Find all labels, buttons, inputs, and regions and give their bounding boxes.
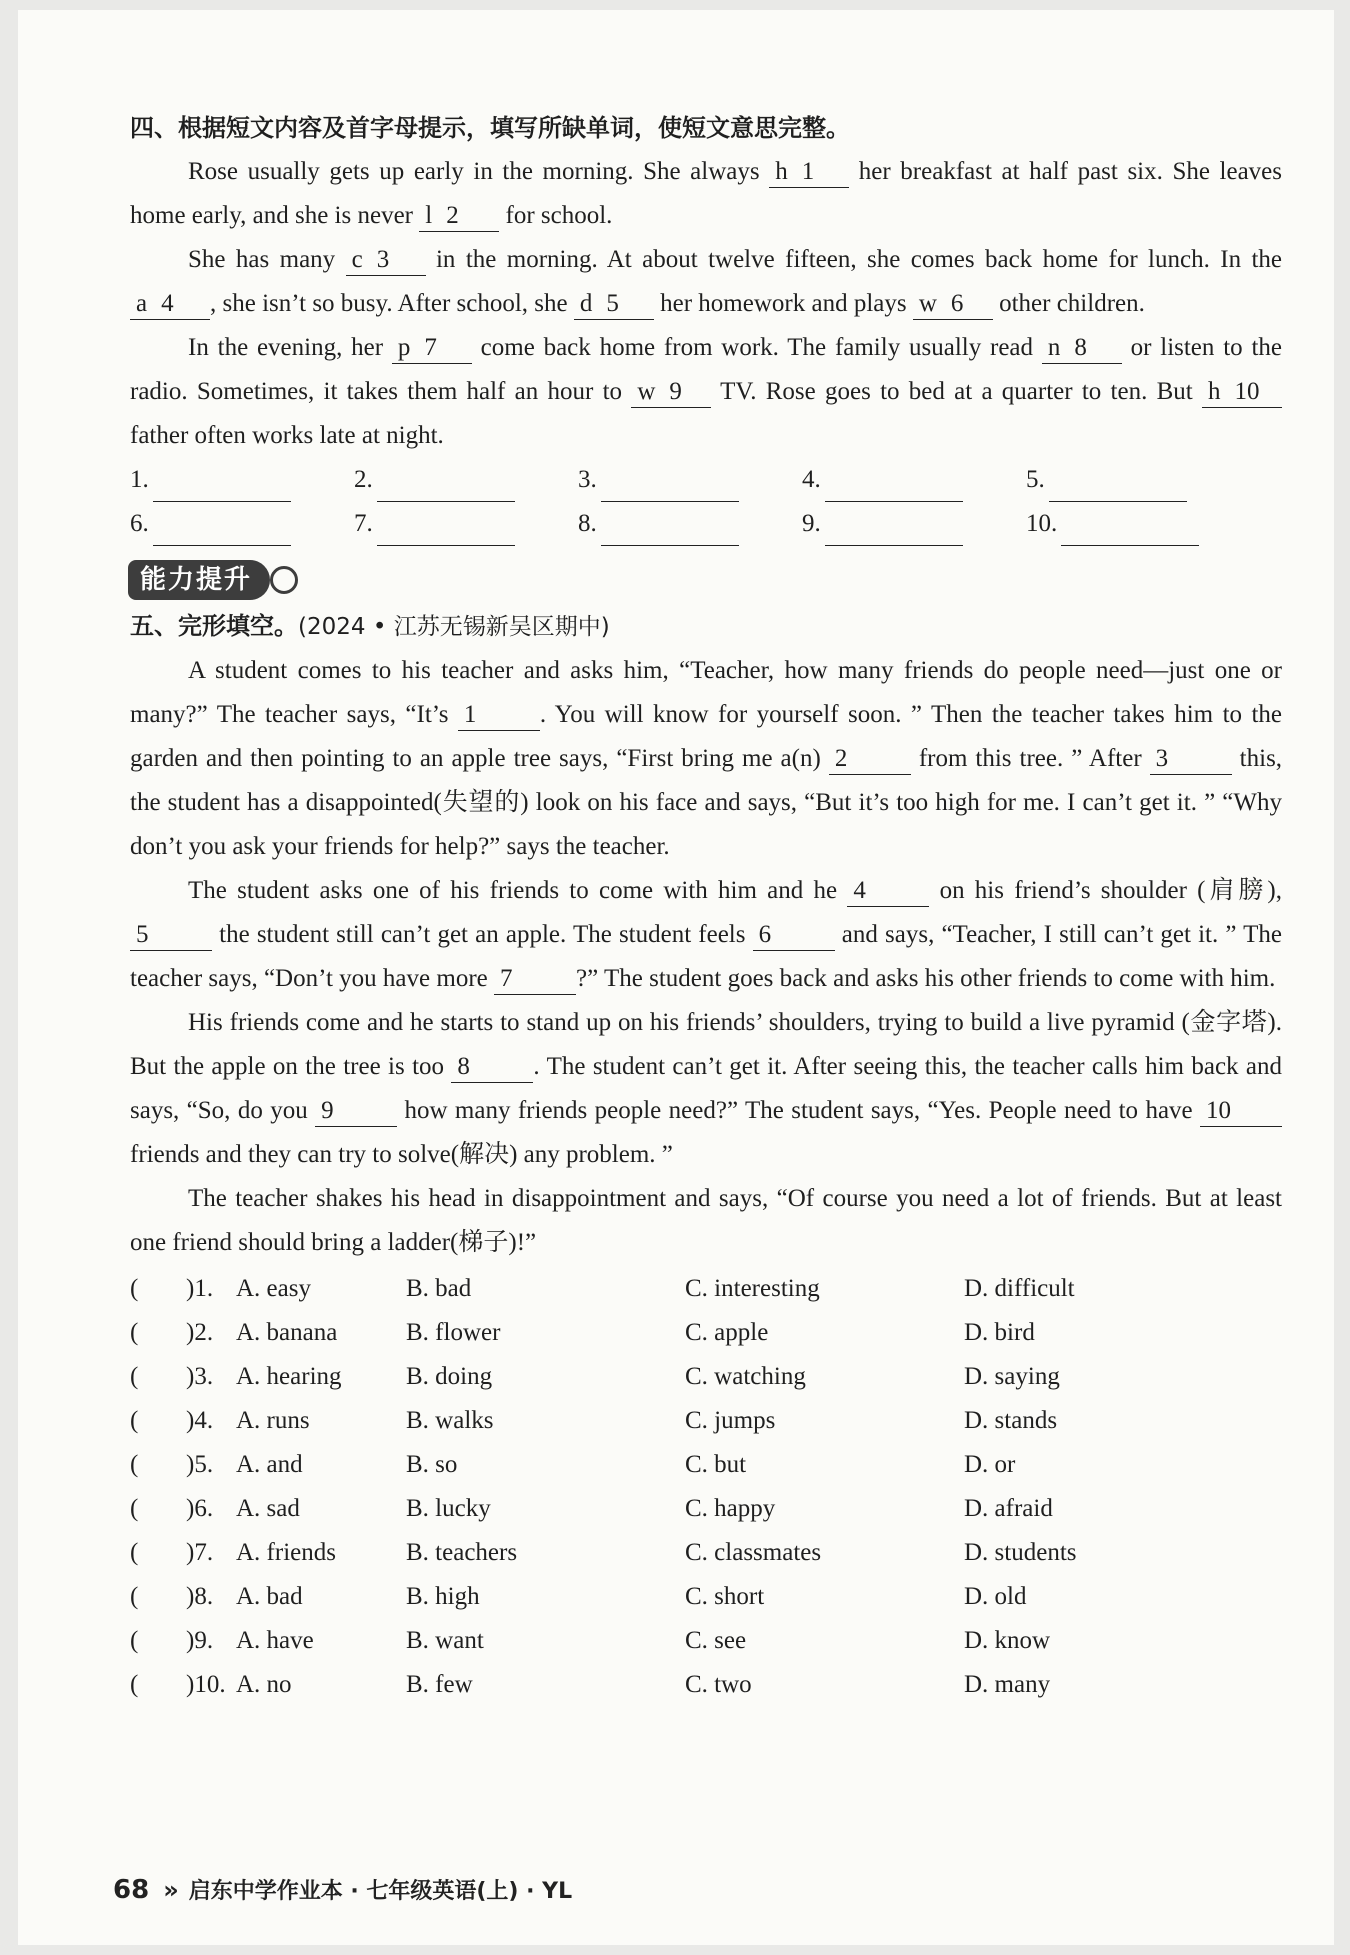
- option-row-1[interactable]: [130, 1267, 1282, 1311]
- answer-label: 1.: [130, 466, 149, 493]
- option-row-2[interactable]: [130, 1311, 1282, 1355]
- option-c[interactable]: C. two: [685, 1671, 752, 1698]
- option-d[interactable]: D. difficult: [964, 1275, 1075, 1302]
- option-row-4[interactable]: [130, 1399, 1282, 1443]
- answer-paren[interactable]: (: [130, 1583, 139, 1610]
- option-a[interactable]: A. and: [236, 1451, 303, 1478]
- answer-line-9[interactable]: [825, 515, 963, 546]
- option-row-9[interactable]: [130, 1619, 1282, 1663]
- cloze-blank-7[interactable]: 7: [494, 964, 576, 995]
- blank-number: 5: [606, 290, 619, 317]
- blank-3[interactable]: [346, 245, 426, 276]
- cloze-blank-1[interactable]: 1: [458, 700, 540, 731]
- option-b[interactable]: B. bad: [406, 1275, 472, 1302]
- option-b[interactable]: B. flower: [406, 1319, 501, 1346]
- option-c[interactable]: C. see: [685, 1627, 747, 1654]
- answer-item-5: [1026, 458, 1250, 502]
- option-row-7[interactable]: [130, 1531, 1282, 1575]
- answer-label: 6.: [130, 510, 149, 537]
- question-number: )6.: [186, 1495, 214, 1522]
- option-b[interactable]: B. lucky: [406, 1495, 491, 1522]
- blank-9[interactable]: [631, 377, 711, 408]
- answer-item-4: [802, 458, 1026, 502]
- answer-line-8[interactable]: [601, 515, 739, 546]
- text: the student still can’t get an apple. The student feels: [219, 921, 746, 948]
- cloze-blank-4[interactable]: 4: [847, 876, 929, 907]
- option-row-10[interactable]: [130, 1663, 1282, 1707]
- cloze-blank-6[interactable]: 6: [753, 920, 835, 951]
- text: The teacher shakes his head in disappointment and says, “Of course you need a lot of friends. But at least one friend should bring a ladder(梯子)!”: [130, 1185, 1282, 1256]
- blank-number: 10: [1234, 378, 1260, 405]
- text: this, the student has a disappointed(失望的) look on his face and says, “But it’s too high for me. I can’t get it. ” “Why don’t you ask your friends for help?” says the teacher.: [130, 745, 1283, 860]
- question-number: )7.: [186, 1539, 214, 1566]
- answer-paren[interactable]: (: [130, 1319, 139, 1346]
- text: from this tree. ” After: [918, 745, 1142, 772]
- answer-label: 9.: [802, 510, 821, 537]
- cloze-blank-2[interactable]: 2: [829, 744, 911, 775]
- text: come back home from work. The family usually read: [480, 334, 1034, 361]
- text: in the morning. At about twelve fifteen, she comes back home for lunch. In the: [435, 246, 1283, 273]
- answer-label: 3.: [578, 466, 597, 493]
- answer-item-6: [130, 502, 354, 546]
- answer-item-10: [1026, 502, 1250, 546]
- text: on his friend’s shoulder (肩膀),: [939, 877, 1282, 904]
- blank-number: 2: [446, 202, 459, 229]
- text: In the evening, her: [188, 334, 384, 361]
- option-c[interactable]: C. jumps: [685, 1407, 776, 1434]
- section5-paragraph-1: [130, 649, 1282, 869]
- answer-line-7[interactable]: [377, 515, 515, 546]
- badge-label: 能力提升: [140, 565, 253, 595]
- text: how many friends people need?” The student says, “Yes. People need to have: [404, 1097, 1193, 1124]
- blank-number: 9: [669, 378, 682, 405]
- blank-7[interactable]: [392, 333, 472, 364]
- answer-item-7: [354, 502, 578, 546]
- option-b[interactable]: B. so: [406, 1451, 458, 1478]
- hint-letter: w: [637, 378, 656, 405]
- hint-letter: c: [351, 246, 363, 273]
- option-d[interactable]: D. know: [964, 1627, 1051, 1654]
- section5-heading: [130, 604, 1282, 649]
- text: friends and they can try to solve(解决) any problem. ”: [130, 1141, 673, 1168]
- option-row-3[interactable]: [130, 1355, 1282, 1399]
- hint-letter: h: [775, 158, 788, 185]
- answer-item-9: [802, 502, 1026, 546]
- question-number: )5.: [186, 1451, 214, 1478]
- section4-paragraph-2: [130, 238, 1282, 326]
- hint-letter: h: [1208, 378, 1221, 405]
- text: Rose usually gets up early in the morning. She always: [188, 158, 760, 185]
- section4-paragraph-3: [130, 326, 1282, 458]
- answer-paren[interactable]: (: [130, 1539, 139, 1566]
- text: , she isn’t so busy. After school, she: [210, 290, 568, 317]
- blank-8[interactable]: [1042, 333, 1122, 364]
- option-b[interactable]: B. teachers: [406, 1539, 518, 1566]
- answer-item-1: [130, 458, 354, 502]
- section5-source: (2024 • 江苏无锡新吴区期中): [298, 614, 610, 640]
- text: . The student can’t get it. After seeing this, the teacher calls him back and says, “So, do you: [130, 1053, 1283, 1124]
- question-number: )1.: [186, 1275, 214, 1302]
- blank-number: 4: [161, 290, 174, 317]
- text: The student asks one of his friends to come with him and he: [188, 877, 838, 904]
- lightbulb-icon: [270, 566, 298, 594]
- option-d[interactable]: D. students: [964, 1539, 1077, 1566]
- cloze-blank-5[interactable]: 5: [130, 920, 212, 951]
- section4-heading: 四、根据短文内容及首字母提示，填写所缺单词，使短文意思完整。: [130, 114, 850, 142]
- blank-number: 3: [376, 246, 390, 273]
- hint-letter: a: [136, 290, 148, 317]
- answer-item-8: [578, 502, 802, 546]
- question-number: )4.: [186, 1407, 214, 1434]
- cloze-blank-10[interactable]: 10: [1200, 1096, 1282, 1127]
- answer-item-2: [354, 458, 578, 502]
- text: other children.: [999, 290, 1145, 317]
- option-a[interactable]: A. banana: [236, 1319, 338, 1346]
- question-number: )2.: [186, 1319, 214, 1346]
- answer-label: 7.: [354, 510, 373, 537]
- answer-paren[interactable]: (: [130, 1627, 139, 1654]
- hint-letter: p: [397, 334, 411, 361]
- text: . You will know for yourself soon. ” Then the teacher takes him to the garden and then pointing to an apple tree says, “First bring me a(n): [130, 701, 1283, 772]
- option-b[interactable]: B. doing: [406, 1363, 493, 1390]
- blank-2[interactable]: [419, 201, 499, 232]
- section5-title: 五、完形填空。: [130, 612, 298, 640]
- answer-label: 8.: [578, 510, 597, 537]
- answer-line-4[interactable]: [825, 471, 963, 502]
- option-b[interactable]: B. want: [406, 1627, 484, 1654]
- answer-label: 10.: [1026, 510, 1058, 537]
- blank-10[interactable]: [1202, 377, 1282, 408]
- question-number: )9.: [186, 1627, 214, 1654]
- section5-paragraph-3: [130, 1001, 1282, 1177]
- option-a[interactable]: A. friends: [236, 1539, 336, 1566]
- answer-line-10[interactable]: [1061, 515, 1199, 546]
- book-title: 启东中学作业本 · 七年级英语(上) · YL: [188, 1879, 573, 1904]
- option-b[interactable]: B. few: [406, 1671, 473, 1698]
- section5-paragraph-4: [130, 1177, 1282, 1265]
- option-c[interactable]: C. interesting: [685, 1275, 820, 1302]
- worksheet-page: [18, 10, 1334, 1945]
- double-chevron-icon: »: [163, 1875, 179, 1904]
- blank-number: 8: [1074, 334, 1087, 361]
- option-a[interactable]: A. easy: [236, 1275, 311, 1302]
- answer-paren[interactable]: (: [130, 1495, 139, 1522]
- cloze-blank-8[interactable]: 8: [451, 1052, 533, 1083]
- answer-row-2: [130, 502, 1282, 546]
- answer-line-6[interactable]: [153, 515, 291, 546]
- answer-row-1: [130, 458, 1282, 502]
- blank-5[interactable]: [574, 289, 654, 320]
- option-a[interactable]: A. runs: [236, 1407, 310, 1434]
- option-d[interactable]: D. bird: [964, 1319, 1035, 1346]
- text: ?” The student goes back and asks his other friends to come with him.: [576, 965, 1276, 992]
- blank-number: 7: [424, 334, 437, 361]
- hint-letter: w: [918, 290, 937, 317]
- text: father often works late at night.: [130, 422, 444, 449]
- option-b[interactable]: B. walks: [406, 1407, 494, 1434]
- answer-paren[interactable]: (: [130, 1407, 139, 1434]
- option-row-6[interactable]: [130, 1487, 1282, 1531]
- text: TV. Rose goes to bed at a quarter to ten. But: [720, 378, 1193, 405]
- answer-line-3[interactable]: [601, 471, 739, 502]
- option-d[interactable]: D. or: [964, 1451, 1016, 1478]
- option-c[interactable]: C. watching: [685, 1363, 806, 1390]
- hint-letter: n: [1047, 334, 1061, 361]
- blank-1[interactable]: [769, 157, 849, 188]
- options-list: [130, 1267, 1282, 1707]
- text: her homework and plays: [660, 290, 907, 317]
- option-d[interactable]: D. old: [964, 1583, 1027, 1610]
- blank-6[interactable]: [913, 289, 993, 320]
- option-c[interactable]: C. happy: [685, 1495, 776, 1522]
- option-a[interactable]: A. sad: [236, 1495, 300, 1522]
- cloze-blank-9[interactable]: 9: [315, 1096, 397, 1127]
- option-d[interactable]: D. saying: [964, 1363, 1060, 1390]
- blank-number: 1: [801, 158, 815, 185]
- page-footer: [113, 1874, 572, 1905]
- text: A student comes to his teacher and asks him, “Teacher, how many friends do people need—just one or many?” The teacher says, “It’s: [130, 657, 1282, 728]
- answer-label: 4.: [802, 466, 821, 493]
- text: and says, “Teacher, I still can’t get it. ” The teacher says, “Don’t you have more: [130, 921, 1283, 992]
- text: her breakfast at half past six. She leaves home early, and she is never: [130, 158, 1283, 229]
- text: for school.: [505, 202, 613, 229]
- option-row-8[interactable]: [130, 1575, 1282, 1619]
- option-a[interactable]: A. no: [236, 1671, 292, 1698]
- option-row-5[interactable]: [130, 1443, 1282, 1487]
- blank-number: 6: [950, 290, 964, 317]
- question-number: )10.: [186, 1671, 226, 1698]
- option-c[interactable]: C. apple: [685, 1319, 769, 1346]
- text: or listen to the radio. Sometimes, it takes them half an hour to: [130, 334, 1282, 405]
- answer-label: 2.: [354, 466, 373, 493]
- text: She has many: [188, 246, 336, 273]
- answer-line-5[interactable]: [1049, 471, 1187, 502]
- section5-paragraph-2: [130, 869, 1282, 1001]
- option-a[interactable]: A. hearing: [236, 1363, 342, 1390]
- option-a[interactable]: A. have: [236, 1627, 314, 1654]
- answer-paren[interactable]: (: [130, 1363, 139, 1390]
- hint-letter: l: [425, 202, 433, 229]
- section4-paragraph-1: [130, 150, 1282, 238]
- question-number: )3.: [186, 1363, 214, 1390]
- answer-line-2[interactable]: [377, 471, 515, 502]
- option-a[interactable]: A. bad: [236, 1583, 303, 1610]
- blank-4[interactable]: [130, 289, 210, 320]
- option-c[interactable]: C. classmates: [685, 1539, 822, 1566]
- cloze-blank-3[interactable]: 3: [1150, 744, 1232, 775]
- option-c[interactable]: C. but: [685, 1451, 747, 1478]
- answer-paren[interactable]: (: [130, 1451, 139, 1478]
- option-d[interactable]: D. afraid: [964, 1495, 1053, 1522]
- question-number: )8.: [186, 1583, 214, 1610]
- answer-paren[interactable]: (: [130, 1671, 139, 1698]
- page-number: 68: [113, 1874, 150, 1905]
- hint-letter: d: [579, 290, 593, 317]
- option-d[interactable]: D. many: [964, 1671, 1051, 1698]
- answer-paren[interactable]: (: [130, 1275, 139, 1302]
- text: His friends come and he starts to stand up on his friends’ shoulders, trying to build a live pyramid (金字塔). But the apple on the tree is too: [130, 1009, 1282, 1080]
- option-d[interactable]: D. stands: [964, 1407, 1058, 1434]
- option-b[interactable]: B. high: [406, 1583, 480, 1610]
- page-content: [130, 106, 1282, 1707]
- answer-label: 5.: [1026, 466, 1045, 493]
- option-c[interactable]: C. short: [685, 1583, 765, 1610]
- ability-badge: [128, 560, 270, 600]
- answer-line-1[interactable]: [153, 471, 291, 502]
- answer-item-3: [578, 458, 802, 502]
